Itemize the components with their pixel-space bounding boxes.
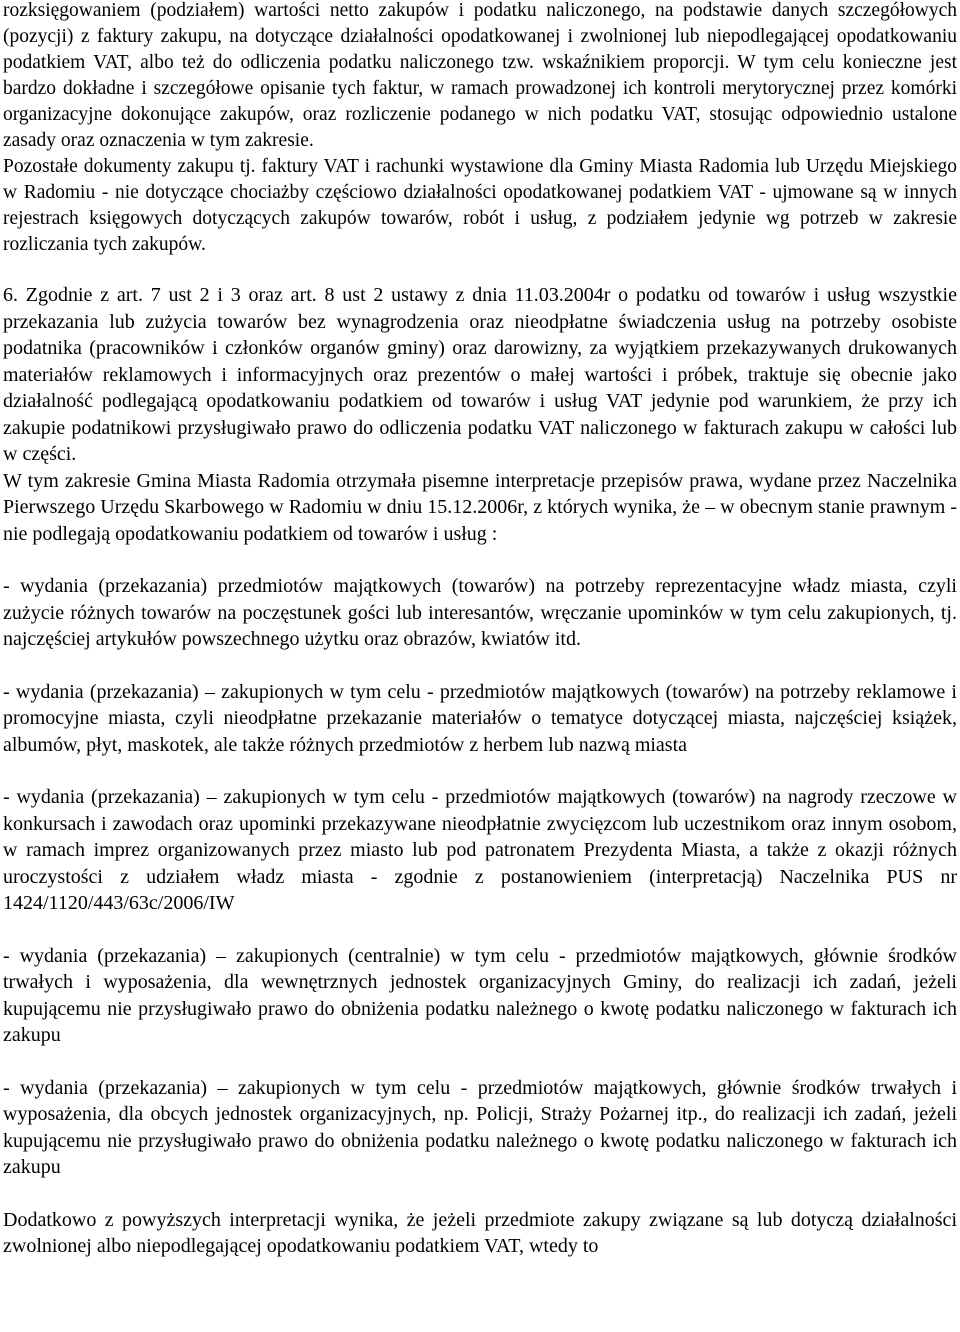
paragraph-other-purchase-documents: Pozostałe dokumenty zakupu tj. faktury VAT i rachunki wystawione dla Gminy Miasta Radomia lub Urzędu Miejskiego w Radomiu - nie dotyczące chociażby częściowo działalności opodatkowanej podatkiem VAT - ujmowane są w innych rejestrach księgowych dotyczących zakupów towarów, robót i usług, z podziałem jedynie wg potrzeb w zakresie rozliczania tych zakupów. [3, 156, 957, 255]
list-item-prizes: - wydania (przekazania) – zakupionych w tym celu - przedmiotów majątkowych (towarów) na nagrody rzeczowe w konkursach i zawodach oraz upominki przekazywane nieodpłatnie zwycięzcom lub uczestnikom oraz innym osobom, w ramach imprez organizowanych przez miasto lub pod patronatem Prezydenta Miasta, a także z okazji różnych uroczystości z udziałem władz miasta - zgodnie z postanowieniem (interpretacją) Naczelnika PUS nr 1424/1120/443/63c/2006/IW [3, 786, 957, 914]
main-section [3, 282, 957, 1260]
paragraph-point-6: 6. Zgodnie z art. 7 ust 2 i 3 oraz art. 8 ust 2 ustawy z dnia 11.03.2004r o podatku od towarów i usług wszystkie przekazania lub zużycia towarów bez wynagrodzenia oraz nieodpłatne świadczenia usług na potrzeby osobiste podatnika (pracowników i członków organów gminy) oraz darowizny, za wyjątkiem przekazywanych drukowanych materiałów reklamowych i informacyjnych oraz prezentów o małej wartości i próbek, traktuje się obecnie jako działalność podlegającą opodatkowaniu podatkiem od towarów i usług VAT jedynie pod warunkiem, że przy ich zakupie podatnikowi przysługiwało prawo do odliczenia podatku VAT naliczonego w fakturach zakupu w całości lub w części. [3, 284, 957, 465]
spacer [3, 653, 957, 679]
spacer [3, 917, 957, 943]
spacer [3, 258, 957, 282]
list-item-internal-units: - wydania (przekazania) – zakupionych (centralnie) w tym celu - przedmiotów majątkowych, głównie środków trwałych i wyposażenia, dla wewnętrznych jednostek organizacyjnych Gminy, do realizacji ich zadań, jeżeli kupującemu nie przysługiwało prawo do obniżenia podatku należnego o kwotę podatku naliczonego w fakturach ich zakupu [3, 944, 957, 1046]
spacer [3, 1049, 957, 1075]
spacer [3, 547, 957, 573]
top-section [3, 0, 957, 258]
paragraph-additionally: Dodatkowo z powyższych interpretacji wynika, że jeżeli przedmiote zakupy związane są lub dotyczą działalności zwolnionej albo niepodlegającej opodatkowaniu podatkiem VAT, wtedy to [3, 1208, 957, 1257]
paragraph-purchase-allocation: rozksięgowaniem (podziałem) wartości netto zakupów i podatku naliczonego, na podstawie danych szczegółowych (pozycji) z faktury zakupu, na dotyczące działalności opodatkowanej i zwolnionej lub niepodlegającej opodatkowaniu podatkiem VAT, albo też do odliczenia podatku naliczonego tzw. wskaźnikiem proporcji. W tym celu konieczne jest bardzo dokładne i szczegółowe opisanie tych faktur, w ramach prowadzonej ich kontroli merytorycznej przez komórki organizacyjne dokonujące zakupów, oraz rozliczenie podanego w nich podatku VAT, stosując odpowiednio ustalone zasady oraz oznaczenia w tym zakresie. [3, 0, 957, 151]
spacer [3, 1181, 957, 1207]
list-item-promotion: - wydania (przekazania) – zakupionych w tym celu - przedmiotów majątkowych (towarów) na potrzeby reklamowe i promocyjne miasta, czyli nieodpłatne przekazanie materiałów o tematyce dotyczącej miasta, najczęściej książek, albumów, płyt, maskotek, ale także różnych przedmiotów z herbem lub nazwą miasta [3, 680, 957, 756]
list-item-external-units: - wydania (przekazania) – zakupionych w tym celu - przedmiotów majątkowych, głównie środków trwałych i wyposażenia, dla obcych jednostek organizacyjnych, np. Policji, Straży Pożarnej itp., do realizacji ich zadań, jeżeli kupującemu nie przysługiwało prawo do obniżenia podatku należnego o kwotę podatku naliczonego w fakturach ich zakupu [3, 1076, 957, 1178]
spacer [3, 758, 957, 784]
document-page [3, 0, 957, 1260]
list-item-representation: - wydania (przekazania) przedmiotów majątkowych (towarów) na potrzeby reprezentacyjne władz miasta, czyli zużycie różnych towarów na poczęstunek gości lub interesantów, wręczanie upominków w tym celu zakupionych, tj. najczęściej artykułów powszechnego użytku oraz obrazów, kwiatów itd. [3, 575, 957, 650]
paragraph-interpretations: W tym zakresie Gmina Miasta Radomia otrzymała pisemne interpretacje przepisów prawa, wydane przez Naczelnika Pierwszego Urzędu Skarbowego w Radomiu w dniu 15.12.2006r, z których wynika, że – w obecnym stanie prawnym - nie podlegają opodatkowaniu podatkiem od towarów i usług : [3, 469, 957, 545]
